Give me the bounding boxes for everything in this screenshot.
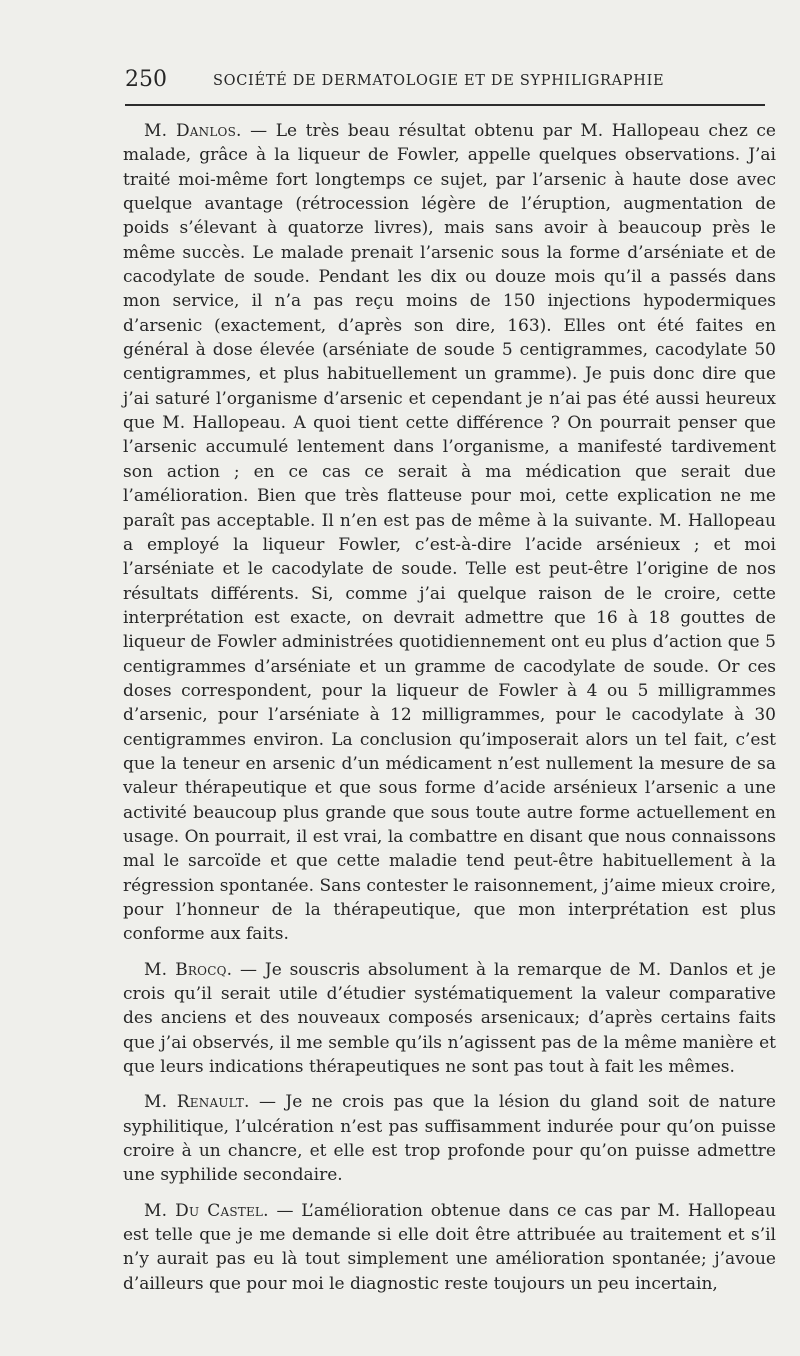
speaker-name: M. Brocq. <box>144 959 233 980</box>
header-rule <box>125 104 765 106</box>
page-body <box>123 119 776 1296</box>
speaker-name: M. Renault. <box>144 1092 250 1113</box>
running-title: SOCIÉTÉ DE DERMATOLOGIE ET DE SYPHILIGRAPHIE <box>213 73 665 89</box>
page-number: 250 <box>125 67 167 92</box>
speaker-name: M. Du Castel. <box>144 1200 269 1221</box>
paragraph-renault <box>123 1090 776 1187</box>
speaker-name: M. Danlos. <box>144 121 242 141</box>
paragraph-text: — Le très beau résultat obtenu par M. Hallopeau chez ce malade, grâce à la liqueur de Fowler, appelle quelques observations. J’ai traité moi-même fort longtemps ce sujet, par l’arsenic à haute dose avec quelque avantage (rétrocession légère de l’éruption, augmentation de poids s’élevant à quatorze livres), mais sans avoir à beaucoup près le même succès. Le malade prenait l’arsenic sous la forme d’arséniate et de cacodylate de soude. Pendant les dix ou douze mois qu’il a passés dans mon service, il n’a pas reçu moins de 150 injections hypodermiques d’arsenic (exactement, d’après son dire, 163). Elles ont été faites en général à dose élevée (arséniate de soude 5 centigrammes, cacodylate 50 centigrammes, et plus habituellement un gramme). Je puis donc dire que j’ai saturé l’organisme d’arsenic et cependant je n’ai pas été aussi heureux que M. Hallopeau. A quoi tient cette différence ? On pourrait penser que l’arsenic accumulé lentement dans l’organisme, a manifesté tardivement son action ; en ce cas ce serait à ma médication que serait due l’amélioration. Bien que très flatteuse pour moi, cette explication ne me paraît pas acceptable. Il n’en est pas de même à la suivante. M. Hallopeau a employé la liqueur Fowler, c’est-à-dire l’acide arsénieux ; et moi l’arséniate et le cacodylate de soude. Telle est peut-être l’origine de nos résultats différents. Si, comme j’ai quelque raison de le croire, cette interprétation est exacte, on devrait admettre que 16 à 18 gouttes de liqueur de Fowler administrées quotidiennement ont eu plus d’action que 5 centigrammes d’arséniate et un gramme de cacodylate de soude. Or ces doses correspondent, pour la liqueur de Fowler à 4 ou 5 milligrammes d’arsenic, pour l’arséniate à 12 milligrammes, pour le cacodylate à 30 centigrammes environ. La conclusion qu’imposerait alors un tel fait, c’est que la teneur en arsenic d’un médicament n’est nullement la mesure de sa valeur thérapeutique et que sous forme d’acide arsénieux l’arsenic a une activité beaucoup plus grande que sous toute autre forme actuellement en usage. On pourrait, il est vrai, la combattre en disant que nous connaissons mal le sarcoïde et que cette maladie tend peut-être habituellement à la régression spontanée. Sans contester le raisonnement, j’aime mieux croire, pour l’honneur de la thérapeutique, que mon interprétation est plus conforme aux faits. <box>123 121 776 945</box>
paragraph-danlos <box>123 119 776 947</box>
paragraph-text: — Je ne crois pas que la lésion du gland soit de nature syphilitique, l’ulcération n’est pas suffisamment indurée pour qu’on puisse croire à un chancre, et elle est trop profonde pour qu’on puisse admettre une syphilide secondaire. <box>123 1092 776 1186</box>
paragraph-text: — Je souscris absolument à la remarque de M. Danlos et je crois qu’il serait utile d’étudier systématiquement la valeur comparative des anciens et des nouveaux composés arsenicaux; d’après certains faits que j’ai observés, il me semble qu’ils n’agissent pas de la même manière et que leurs indications thérapeutiques ne sont pas tout à fait les mêmes. <box>123 959 776 1078</box>
paragraph-du-castel <box>123 1199 776 1296</box>
paragraph-brocq <box>123 958 776 1080</box>
paragraph-text: — L’amélioration obtenue dans ce cas par M. Hallopeau est telle que je me demande si elle doit être attribuée au traitement et s’il n’y aurait pas eu là tout simplement une amélioration spontanée; j’avoue d’ailleurs que pour moi le diagnostic reste toujours un peu incertain, <box>123 1200 777 1294</box>
page-header <box>125 66 765 94</box>
